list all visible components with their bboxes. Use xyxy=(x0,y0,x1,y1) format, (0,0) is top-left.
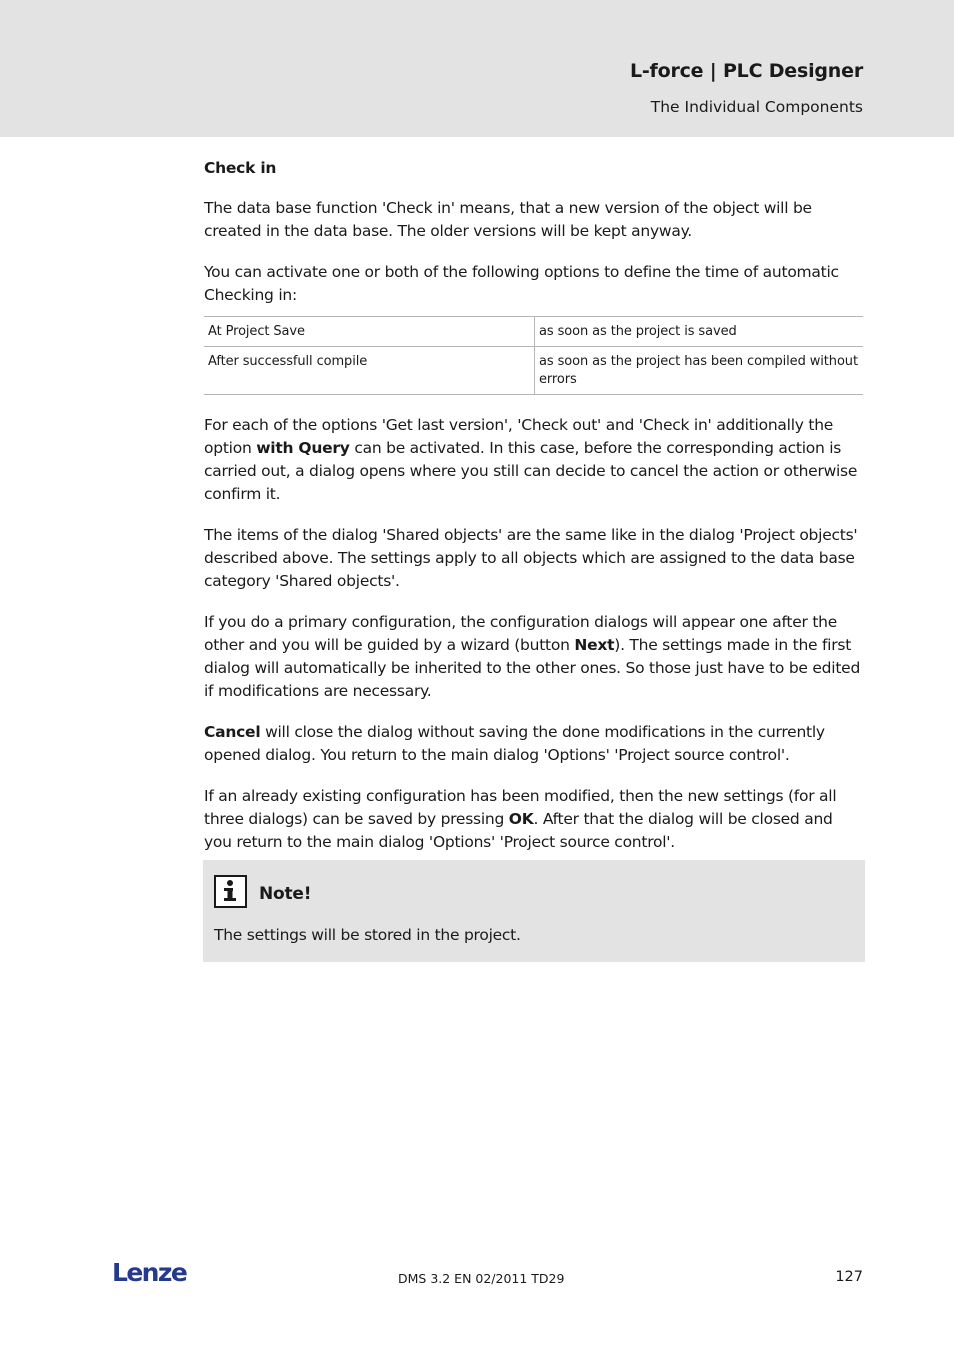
table-cell-option: After successfull compile xyxy=(204,347,535,395)
text-run: . After that the dialog will be closed and you return to the main dialog 'Options' 'Project source control'. xyxy=(204,810,833,851)
note-box xyxy=(203,860,865,962)
info-icon xyxy=(214,875,247,908)
bold-term-next: Next xyxy=(574,636,615,654)
paragraph-ok xyxy=(204,785,864,854)
table-cell-option: At Project Save xyxy=(204,317,535,347)
options-table xyxy=(204,316,863,395)
paragraph-cancel xyxy=(204,721,864,767)
page-number: 127 xyxy=(835,1269,863,1285)
table-cell-description: as soon as the project is saved xyxy=(535,317,864,347)
note-text: The settings will be stored in the project. xyxy=(214,926,521,944)
table-row xyxy=(204,317,863,347)
text-run: For each of the options 'Get last version', 'Check out' and 'Check in' additionally the option xyxy=(204,416,834,457)
page-header xyxy=(0,0,954,137)
header-title: L-force | PLC Designer xyxy=(629,60,863,82)
main-content xyxy=(204,157,864,872)
paragraph-check-in: The data base function 'Check in' means, that a new version of the object will be created in the data base. The older versions will be kept anyway. xyxy=(204,199,812,240)
paragraph-primary-configuration xyxy=(204,611,864,703)
note-title: Note! xyxy=(259,884,312,904)
table-cell-description: as soon as the project has been compiled without errors xyxy=(535,347,864,395)
paragraph-with-query xyxy=(204,414,864,506)
section-heading: Check in xyxy=(204,159,277,177)
bold-term-with-query: with Query xyxy=(256,439,350,457)
lenze-logo: Lenze xyxy=(112,1258,187,1287)
text-run: If you do a primary configuration, the configuration dialogs will appear one after the other and you will be guided by a wizard (button xyxy=(204,613,838,654)
bold-term-cancel: Cancel xyxy=(204,723,261,741)
bold-term-ok: OK xyxy=(508,810,534,828)
text-run: can be activated. In this case, before the corresponding action is carried out, a dialog opens where you still can decide to cancel the action or otherwise confirm it. xyxy=(204,439,858,503)
header-subtitle: The Individual Components xyxy=(650,98,863,116)
text-run: If an already existing configuration has been modified, then the new settings (for all three dialogs) can be saved by pressing xyxy=(204,787,837,828)
paragraph-options-intro: You can activate one or both of the following options to define the time of automatic Checking in: xyxy=(204,263,839,304)
info-icon-glyph xyxy=(216,877,244,905)
footer-doc-id: DMS 3.2 EN 02/2011 TD29 xyxy=(398,1271,565,1286)
paragraph-shared-objects: The items of the dialog 'Shared objects' are the same like in the dialog 'Project objects' described above. The settings apply to all objects which are assigned to the data base category 'Shared objects'. xyxy=(204,526,858,590)
text-run: will close the dialog without saving the done modifications in the currently opened dialog. You return to the main dialog 'Options' 'Project source control'. xyxy=(204,723,825,764)
text-run: ). The settings made in the first dialog will automatically be inherited to the other ones. So those just have to be edited if modifications are necessary. xyxy=(204,636,861,700)
table-row xyxy=(204,347,863,395)
